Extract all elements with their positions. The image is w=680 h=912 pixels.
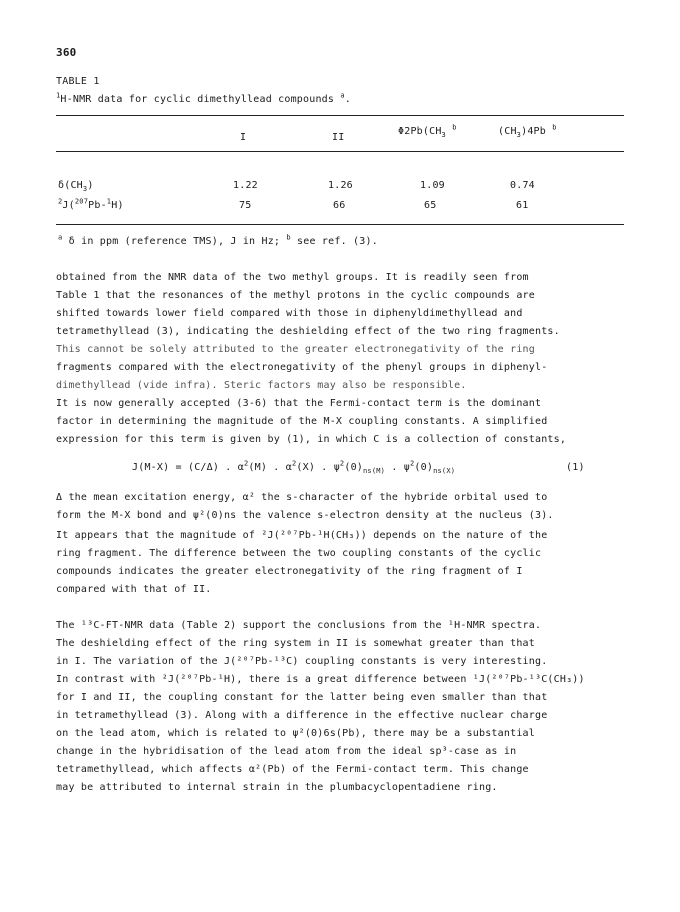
col3-sub: 3: [441, 131, 446, 139]
paragraph-line: on the lead atom, which is related to ψ²(0)6s(Pb), there may be a substantial: [56, 728, 535, 739]
eq-d: (0): [344, 462, 364, 473]
row1-label-post: ): [87, 180, 94, 191]
eq-sub1: ns(M): [363, 467, 386, 475]
paragraph-line: ring fragment. The difference between the two coupling constants of the cyclic: [56, 548, 542, 559]
row1-label-sub: 3: [82, 185, 88, 193]
paragraph-line: factor in determining the magnitude of the M-X coupling constants. A simplified: [56, 416, 548, 427]
paragraph-line: form the M-X bond and ψ²(0)ns the valence s-electron density at the nucleus (3).: [56, 510, 554, 521]
col-header-2: II: [332, 132, 345, 143]
paragraph-line: It is now generally accepted (3-6) that the Fermi-contact term is the dominant: [56, 398, 542, 409]
col4-prefix: (CH: [498, 126, 517, 137]
paragraph-line: shifted towards lower field compared with those in diphenyldimethyllead and: [56, 308, 523, 319]
row-2-cell-4: 61: [516, 200, 529, 211]
eq-f: (0): [414, 462, 434, 473]
row2-l2: J(: [62, 200, 75, 211]
paragraph-line: may be attributed to internal strain in the plumbacyclopentadiene ring.: [56, 782, 498, 793]
row-2-cell-1: 75: [239, 200, 252, 211]
col-header-1: I: [240, 132, 247, 143]
eq-a: J(M-X) = (C/Δ) . α: [132, 462, 244, 473]
paragraph-line: Δ the mean excitation energy, α² the s-character of the hybride orbital used to: [56, 492, 548, 503]
caption-footnote-marker: a: [340, 91, 345, 100]
row2-l4: Pb-: [88, 200, 107, 211]
eq-c: (X) . ψ: [296, 462, 340, 473]
paragraph-line: change in the hybridisation of the lead atom from the ideal sp³-case as in: [56, 746, 517, 757]
table-label: TABLE 1: [56, 76, 100, 87]
col4-sub: 3: [516, 131, 522, 139]
row-1-cell-4: 0.74: [510, 180, 535, 191]
row2-l5: 1: [106, 197, 112, 206]
row2-l1: 2: [58, 197, 63, 206]
equation: J(M-X) = (C/Δ) . $\alpha^2(M)$ . $\alpha^2(X)$ . $\psi^2(0)_{ns(M)}$ . $\psi^2(0)_{ns(X)}$: [132, 459, 456, 475]
col4-mid: )4Pb: [521, 126, 546, 137]
table-caption: [56, 91, 352, 105]
page-number: 360: [56, 46, 77, 59]
table-header-rule: [56, 151, 624, 152]
eq-e: . ψ: [385, 462, 410, 473]
col-header-3: [398, 123, 457, 139]
col-header-4: [498, 123, 557, 139]
row-2-cell-3: 65: [424, 200, 437, 211]
col3-prefix: Φ2Pb(CH: [398, 126, 442, 137]
footnote-m1: a: [58, 233, 63, 242]
caption-end: .: [344, 94, 352, 105]
paragraph-line: tetramethyllead (3), indicating the deshielding effect of the two ring fragments.: [56, 326, 560, 337]
eq-sub2: ns(X): [433, 467, 456, 475]
footnote-t2: see ref. (3).: [297, 236, 378, 247]
paragraph-line: compounds indicates the greater electronegativity of the ring fragment of I: [56, 566, 523, 577]
footnote-m2: b: [286, 233, 291, 242]
table-bottom-rule: [56, 224, 624, 225]
paragraph-line: expression for this term is given by (1), in which C is a collection of constants,: [56, 434, 567, 445]
paragraph-line: compared with that of II.: [56, 584, 212, 595]
table-footnote: [58, 233, 378, 247]
paragraph-line: In contrast with ²J(²⁰⁷Pb-¹H), there is a great difference between ¹J(²⁰⁷Pb-¹³C(CH₃)): [56, 674, 585, 685]
row-1-cell-2: 1.26: [328, 180, 353, 191]
row-1-cell-1: 1.22: [233, 180, 258, 191]
eq-b: (M) . α: [248, 462, 292, 473]
row-1-label: [58, 180, 94, 191]
paragraph-line: This cannot be solely attributed to the greater electronegativity of the ring: [56, 344, 535, 355]
row-2-label: [58, 197, 124, 211]
paragraph-line: The deshielding effect of the ring system in II is somewhat greater than that: [56, 638, 535, 649]
row-2-cell-2: 66: [333, 200, 346, 211]
paragraph-line: dimethyllead (vide infra). Steric factors may also be responsible.: [56, 380, 467, 391]
paragraph-line: Table 1 that the resonances of the methyl protons in the cyclic compounds are: [56, 290, 535, 301]
equation-number: (1): [566, 462, 585, 473]
paragraph-line: obtained from the NMR data of the two methyl groups. It is readily seen from: [56, 272, 529, 283]
footnote-t1: δ in ppm (reference TMS), J in Hz;: [68, 236, 281, 247]
paragraph-line: It appears that the magnitude of ²J(²⁰⁷Pb-¹H(CH₃)) depends on the nature of the: [56, 530, 548, 541]
col3-sup: b: [452, 123, 457, 132]
paragraph-line: The ¹³C-FT-NMR data (Table 2) support the conclusions from the ¹H-NMR spectra.: [56, 620, 542, 631]
row2-l3: 207: [74, 197, 89, 206]
paragraph-line: fragments compared with the electronegativity of the phenyl groups in diphenyl-: [56, 362, 548, 373]
paragraph-line: for I and II, the coupling constant for the latter being even smaller than that: [56, 692, 548, 703]
paragraph-line: in tetramethyllead (3). Along with a difference in the effective nuclear charge: [56, 710, 548, 721]
col4-sup: b: [552, 123, 557, 132]
caption-sup: 1: [56, 91, 61, 100]
row1-label-pre: δ(CH: [58, 180, 83, 191]
paragraph-line: in I. The variation of the J(²⁰⁷Pb-¹³C) coupling constants is very interesting.: [56, 656, 548, 667]
caption-text: H-NMR data for cyclic dimethyllead compounds: [60, 94, 335, 105]
row-1-cell-3: 1.09: [420, 180, 445, 191]
table-top-rule: [56, 115, 624, 116]
row2-l6: H): [111, 200, 124, 211]
paragraph-line: tetramethyllead, which affects α²(Pb) of the Fermi-contact term. This change: [56, 764, 529, 775]
